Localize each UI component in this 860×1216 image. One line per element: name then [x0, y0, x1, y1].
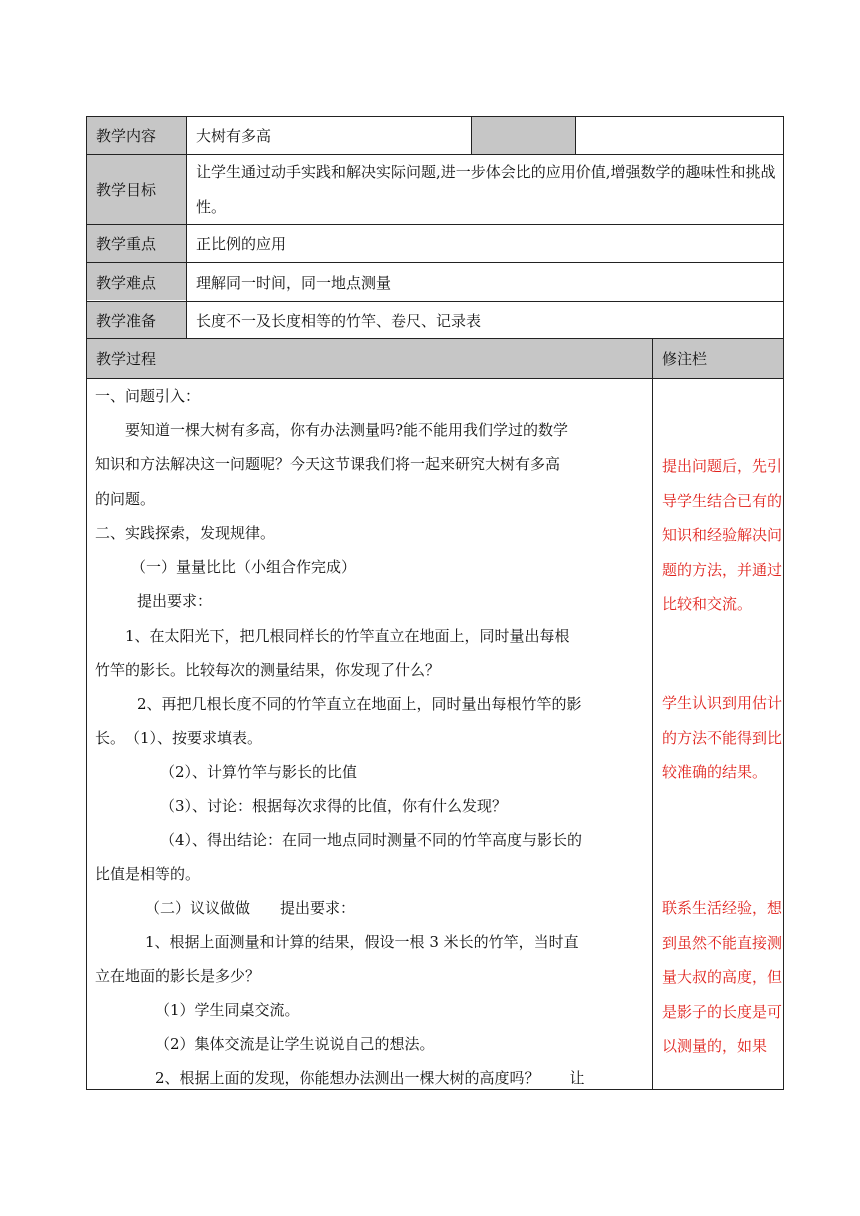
- row-divider: [87, 338, 783, 339]
- process-line: （2）集体交流是让学生说说自己的想法。: [155, 1035, 435, 1053]
- difficulty-label: 教学难点: [96, 274, 157, 292]
- content-label: 教学内容: [96, 127, 157, 145]
- process-line: 提出要求：: [137, 592, 213, 610]
- process-line: 2、再把几根长度不同的竹竿直立在地面上，同时量出每根竹竿的影: [137, 695, 582, 713]
- goal-label: 教学目标: [96, 181, 157, 199]
- process-line: 1、在太阳光下，把几根同样长的竹竿直立在地面上，同时量出每根: [125, 627, 570, 645]
- process-line: （3）、讨论：根据每次求得的比值，你有什么发现？: [160, 797, 508, 815]
- blank-gray-cell: [471, 117, 575, 154]
- key-label: 教学重点: [96, 235, 157, 253]
- row-divider: [87, 301, 783, 302]
- process-line: 2、根据上面的发现，你能想办法测出一棵大树的高度吗？ 让: [155, 1069, 585, 1087]
- lesson-plan-table: [86, 116, 784, 1090]
- col-divider: [575, 117, 576, 154]
- row-divider: [87, 262, 783, 263]
- key-value: 正比例的应用: [196, 235, 287, 253]
- prep-label: 教学准备: [96, 312, 157, 330]
- difficulty-value: 理解同一时间，同一地点测量: [196, 274, 392, 292]
- process-line: 二、实践探索，发现规律。: [95, 524, 276, 542]
- col-divider: [186, 117, 187, 338]
- process-line: 比值是相等的。: [95, 865, 201, 883]
- process-line: 知识和方法解决这一问题呢？今天这节课我们将一起来研究大树有多高: [95, 455, 561, 473]
- process-line: 立在地面的影长是多少？: [95, 967, 261, 985]
- process-line: 长。 （1）、按要求填表。: [95, 729, 263, 747]
- process-line: （二）议议做做 提出要求：: [145, 899, 356, 917]
- margin-note: 学生认识到用估计的方法不能得到比较准确的结果。: [662, 694, 783, 781]
- process-line: （2）、计算竹竿与影长的比值: [160, 763, 358, 781]
- process-line: 1、根据上面测量和计算的结果，假设一根 3 米长的竹竿，当时直: [145, 933, 579, 951]
- process-line: （1）学生同桌交流。: [155, 1001, 300, 1019]
- margin-note: 联系生活经验，想到虽然不能直接测量大叔的高度，但是影子的长度是可以测量的，如果: [662, 899, 783, 1055]
- process-line: （4）、得出结论：在同一地点同时测量不同的竹竿高度与影长的: [160, 831, 583, 849]
- process-line: 竹竿的影长。比较每次的测量结果，你发现了什么？: [95, 661, 441, 679]
- process-title: 教学过程: [96, 350, 157, 368]
- row-divider: [87, 378, 783, 379]
- process-line: 的问题。: [95, 490, 156, 508]
- col-divider: [471, 117, 472, 154]
- notes-title: 修注栏: [662, 350, 708, 368]
- process-line: 一、问题引入：: [95, 387, 201, 405]
- prep-value: 长度不一及长度相等的竹竿、卷尺、记录表: [196, 312, 482, 330]
- goal-value: 让学生通过动手实践和解决实际问题,进一步体会比的应用价值,增强数学的趣味性和挑战性。: [196, 163, 776, 216]
- process-line: 要知道一棵大树有多高，你有办法测量吗?能不能用我们学过的数学: [125, 421, 569, 439]
- process-line: （一）量量比比（小组合作完成）: [131, 558, 357, 576]
- content-value: 大树有多高: [196, 127, 272, 145]
- col-divider: [652, 339, 653, 1089]
- margin-note: 提出问题后，先引导学生结合已有的知识和经验解决问题的方法，并通过比较和交流。: [662, 457, 783, 613]
